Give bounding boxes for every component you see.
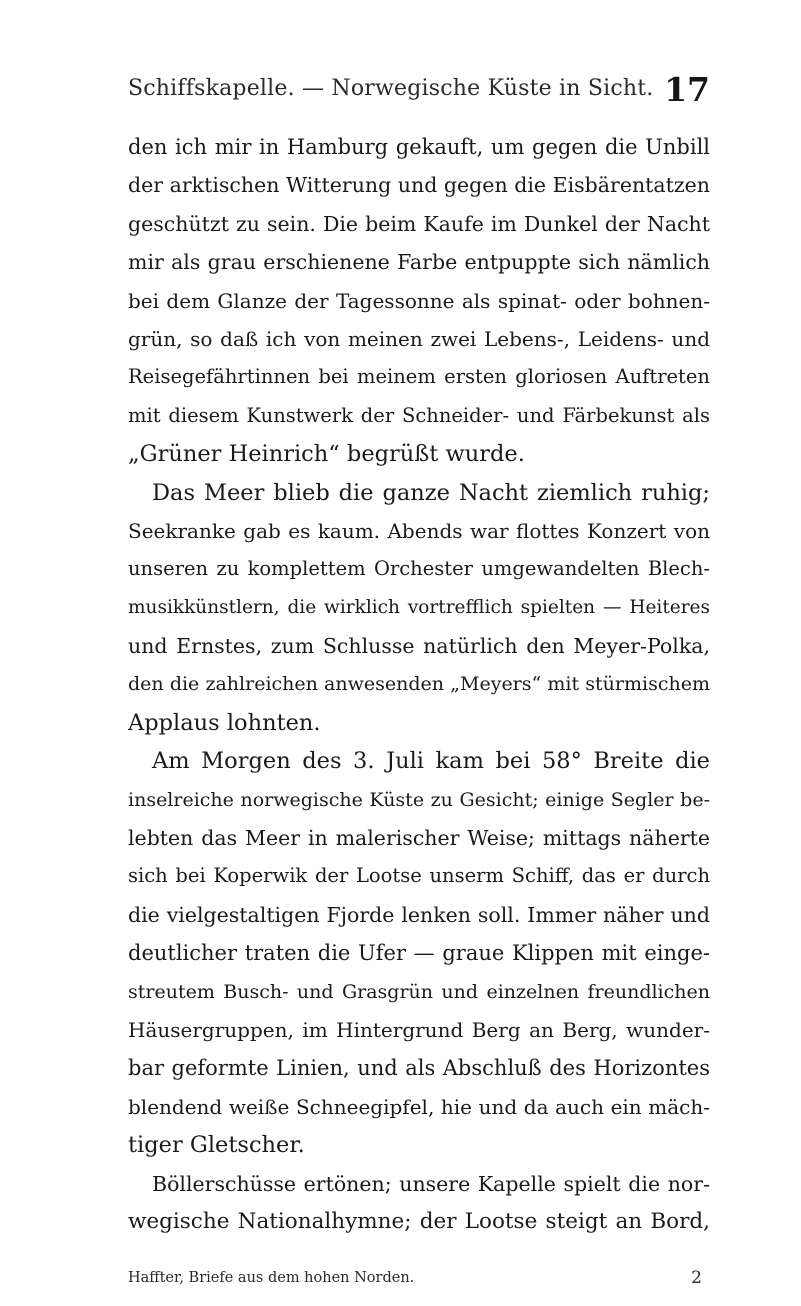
text-line: Am Morgen des 3. Juli kam bei 58° Breite die xyxy=(152,748,710,775)
text-line: und Ernstes, zum Schlusse natürlich den Meyer-Polka, xyxy=(128,634,710,659)
text-line: bar geformte Linien, und als Abschluß des Horizontes xyxy=(128,1056,710,1081)
text-line: den ich mir in Hamburg gekauft, um gegen die Unbill xyxy=(128,135,710,159)
text-line: Häusergruppen, im Hintergrund Berg an Berg, wunder- xyxy=(128,1017,710,1042)
text-line: mit diesem Kunstwerk der Schneider- und Färbekunst als xyxy=(128,403,710,427)
text-line: blendend weiße Schneegipfel, hie und da auch ein mäch- xyxy=(128,1094,710,1119)
text-line: Applaus lohnten. xyxy=(128,709,321,736)
text-line: Reisegefährtinnen bei meinem ersten gloriosen Auftreten xyxy=(128,365,710,389)
running-head xyxy=(128,70,710,110)
page-number: 17 xyxy=(664,70,710,109)
text-line: Seekranke gab es kaum. Abends war flottes Konzert von xyxy=(128,518,710,543)
text-line: tiger Gletscher. xyxy=(128,1132,305,1159)
text-line: mir als grau erschienene Farbe entpuppte sich nämlich xyxy=(128,250,710,275)
text-line: bei dem Glanze der Tagessonne als spinat- oder bohnen- xyxy=(128,288,710,313)
text-line: der arktischen Witterung und gegen die Eisbärentatzen xyxy=(128,173,710,198)
text-line: inselreiche norwegische Küste zu Gesicht; einige Segler be- xyxy=(128,788,710,811)
running-title: Schiffskapelle. — Norwegische Küste in Sicht. xyxy=(128,76,654,101)
text-line: den die zahlreichen anwesenden „Meyers“ mit stürmischem xyxy=(128,673,710,696)
text-line: lebten das Meer in malerischer Weise; mittags näherte xyxy=(128,826,710,851)
text-line: wegische Nationalhymne; der Lootse steigt an Bord, xyxy=(128,1208,710,1234)
signature-mark: 2 xyxy=(691,1268,702,1288)
text-line: streutem Busch- und Grasgrün und einzelnen freundlichen xyxy=(128,980,710,1003)
body-text xyxy=(128,128,710,1241)
text-line: Böllerschüsse ertönen; unsere Kapelle spielt die nor- xyxy=(152,1171,710,1196)
text-line: unseren zu komplettem Orchester umgewandelten Blech- xyxy=(128,557,710,581)
text-line: Das Meer blieb die ganze Nacht ziemlich ruhig; xyxy=(152,479,710,506)
text-line: sich bei Koperwik der Lootse unserm Schiff, das er durch xyxy=(128,864,710,888)
footer-source: Haffter, Briefe aus dem hohen Norden. xyxy=(128,1270,415,1286)
text-line: musikkünstlern, die wirklich vortrefflich spielten — Heiteres xyxy=(128,596,710,618)
text-line: die vielgestaltigen Fjorde lenken soll. Immer näher und xyxy=(128,902,710,927)
text-line: „Grüner Heinrich“ begrüßt wurde. xyxy=(128,441,525,468)
text-line: grün, so daß ich von meinen zwei Lebens-, Leidens- und xyxy=(128,326,710,351)
page-footer xyxy=(128,1270,710,1298)
text-line: deutlicher traten die Ufer — graue Klippen mit einge- xyxy=(128,941,710,966)
text-line: geschützt zu sein. Die beim Kaufe im Dunkel der Nacht xyxy=(128,211,710,236)
